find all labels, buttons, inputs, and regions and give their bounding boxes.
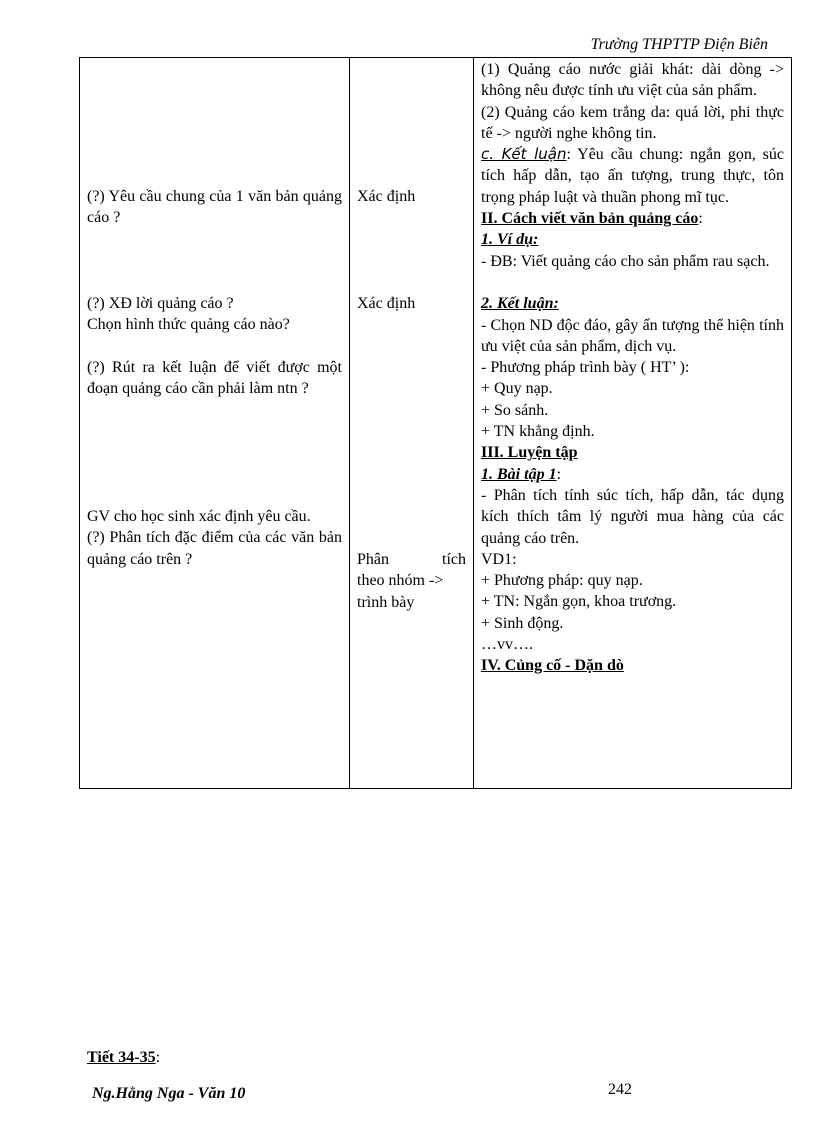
teacher-instruction: GV cho học sinh xác định yêu cầu. (?) Phân tích đặc điểm của các văn bản quảng cáo trên ? [87,508,342,568]
example-cream-ad: (2) Quảng cáo kem trắng da: quá lời, phi thực tế -> người nghe không tin. [481,103,784,142]
section-3-title: III. Luyện tập [481,444,578,462]
question-identify-ad: (?) XĐ lời quảng cáo ? Chọn hình thức quảng cáo nào? [87,295,290,334]
lesson-table [79,57,792,789]
answer-group-analysis: Phân tích theo nhóm -> trình bày [357,551,466,611]
footer-author: Ng.Hằng Nga - Văn 10 [92,1085,246,1102]
vd1-lively: + Sinh động. [481,614,564,632]
section-2-2-d: + So sánh. [481,401,549,419]
section-2-2-c: + Quy nạp. [481,380,553,398]
vd1-label: VD1: [481,550,517,568]
content-column [474,58,792,789]
section-2-2-a: - Chọn ND độc đáo, gây ấn tượng thể hiện tính ưu việt của sản phẩm, dịch vụ. [481,316,784,355]
student-column [350,58,474,789]
section-2-1-text: - ĐB: Viết quảng cáo cho sản phẩm rau sạch. [481,252,770,270]
vd1-method: + Phương pháp: quy nạp. [481,572,643,590]
section-3-1-text: - Phân tích tính súc tích, hấp dẫn, tác dụng kích thích tâm lý người mua hàng của các quảng cáo trên. [481,486,784,547]
section-2-2-b: - Phương pháp trình bày ( HT’ ): [481,359,690,377]
section-3-1-title: 1. Bài tập 1: [481,465,562,483]
section-2-2-e: + TN khẳng định. [481,423,595,441]
section-2-1-title: 1. Ví dụ: [481,231,539,249]
page-number: 242 [608,1081,632,1098]
section-2-2-title: 2. Kết luận: [481,295,559,313]
section-4-title: IV. Củng cố - Dặn dò [481,657,624,675]
section-2-title: II. Cách viết văn bản quảng cáo: [481,210,703,228]
activity-column [80,58,350,789]
answer-identify-1: Xác định [357,188,416,205]
content-text [481,59,784,677]
conclusion-paragraph: c. Kết luận: Yêu cầu chung: ngắn gọn, súc tích hấp dẫn, tạo ấn tượng, trung thực, tôn trọng pháp luật và thuần phong mĩ tục. [481,145,784,206]
question-conclusion: (?) Rút ra kết luận để viết được một đoạn quảng cáo cần phải làm ntn ? [87,359,342,398]
lesson-heading: Tiết 34-35: [87,1049,161,1066]
question-general-requirements: (?) Yêu cầu chung của 1 văn bản quảng cáo ? [87,188,342,227]
example-drink-ad: (1) Quảng cáo nước giải khát: dài dòng -> không nêu được tính ưu việt của sản phẩm. [481,61,784,100]
answer-identify-2: Xác định [357,295,416,312]
school-header: Trường THPTTP Điện Biên [590,36,768,53]
vd1-etc: …vv…. [481,636,533,654]
vd1-tn: + TN: Ngắn gọn, khoa trương. [481,593,677,611]
